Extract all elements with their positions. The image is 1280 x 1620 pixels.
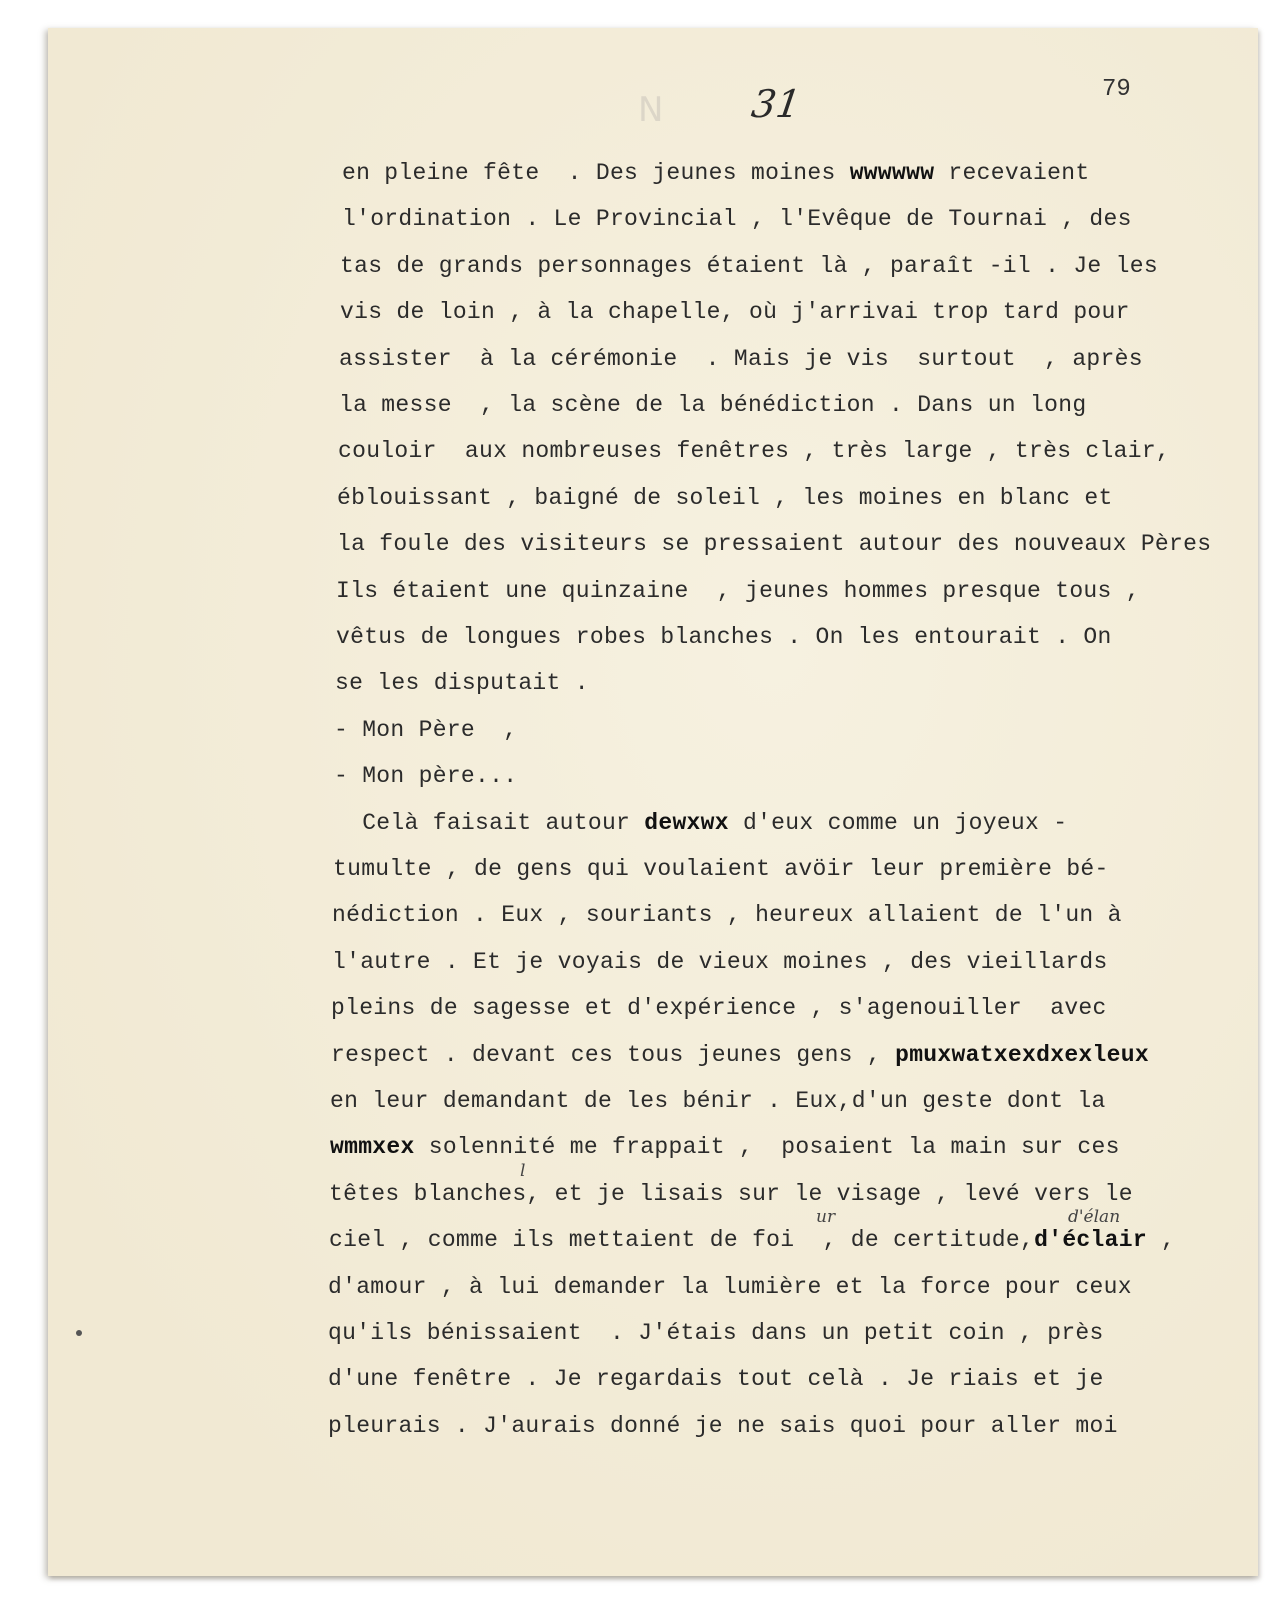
text-line <box>333 856 1109 882</box>
text-line <box>330 1088 1106 1114</box>
text-line <box>331 995 1107 1021</box>
struck-out-text: pmuxwatxexdxexleux <box>895 1041 1149 1068</box>
text-line <box>336 624 1112 650</box>
text-line <box>339 346 1143 372</box>
text-line <box>328 1320 1104 1346</box>
faint-pencil-mark: N <box>638 90 664 130</box>
text-line <box>329 1181 1133 1207</box>
text-segment: ciel , comme ils mettaient de foi , de certitude, <box>329 1227 1035 1254</box>
struck-out-text: dewxwx <box>644 809 729 836</box>
text-line <box>331 1042 1149 1068</box>
text-line <box>328 1274 1132 1300</box>
text-line <box>342 160 1089 186</box>
text-line <box>342 206 1132 232</box>
text-line <box>340 253 1158 279</box>
text-line <box>338 438 1170 464</box>
text-segment: vis de loin , à la chapelle, où j'arrivai trop tard pour <box>340 299 1130 326</box>
text-segment: , <box>1146 1227 1176 1254</box>
struck-out-text: d'éclair <box>1034 1227 1147 1254</box>
ink-spot <box>76 1330 82 1336</box>
text-segment: - Mon père... <box>334 763 518 790</box>
text-segment: - Mon Père , <box>334 716 518 743</box>
text-line <box>337 485 1113 511</box>
text-segment: tas de grands personnages étaient là , paraît -il . Je les <box>340 252 1158 279</box>
text-segment: respect . devant ces tous jeunes gens , <box>331 1041 896 1068</box>
text-line <box>330 1134 1120 1160</box>
text-segment: solennité me frappait , posaient la main sur ces <box>414 1134 1120 1161</box>
text-segment: recevaient <box>934 160 1090 186</box>
page-number: 79 <box>1102 76 1131 103</box>
text-segment: couloir aux nombreuses fenêtres , très large , très clair, <box>338 438 1171 465</box>
text-line <box>334 717 517 743</box>
text-line <box>337 531 1211 557</box>
handwritten-correction: d'élan <box>1068 1207 1121 1227</box>
text-segment: nédiction . Eux , souriants , heureux allaient de l'un à <box>332 902 1122 929</box>
text-line <box>336 578 1140 604</box>
text-segment: en pleine fête . Des jeunes moines <box>342 160 850 186</box>
text-segment: Celà faisait autour <box>334 809 645 836</box>
text-segment: la messe , la scène de la bénédiction . Dans un long <box>339 392 1087 418</box>
text-segment: éblouissant , baigné de soleil , les moines en blanc et <box>337 484 1113 511</box>
struck-out-text: wmmxex <box>330 1134 415 1161</box>
text-segment: d'amour , à lui demander la lumière et la force pour ceux <box>328 1273 1132 1300</box>
text-segment: pleurais . J'aurais donné je ne sais quoi pour aller moi <box>328 1412 1118 1439</box>
text-segment: se les disputait . <box>335 670 589 697</box>
text-line <box>340 299 1130 325</box>
text-segment: l'autre . Et je voyais de vieux moines , des vieillards <box>332 948 1108 975</box>
text-line <box>329 1227 1175 1253</box>
text-line <box>328 1413 1118 1439</box>
text-line <box>339 392 1086 418</box>
text-segment: assister à la cérémonie . Mais je vis surtout , après <box>339 345 1143 372</box>
handwritten-correction: ur <box>816 1207 836 1227</box>
text-segment: pleins de sagesse et d'expérience , s'agenouiller avec <box>331 995 1107 1022</box>
text-segment: d'une fenêtre . Je regardais tout celà . Je riais et je <box>328 1366 1104 1393</box>
text-line <box>335 670 589 696</box>
text-segment: d'eux comme un joyeux - <box>728 809 1068 836</box>
text-line <box>332 949 1108 975</box>
text-segment: vêtus de longues robes blanches . On les entourait . On <box>336 624 1112 650</box>
text-segment: Ils étaient une quinzaine , jeunes hommes presque tous , <box>336 577 1140 604</box>
handwritten-correction: l <box>520 1161 526 1181</box>
text-segment: qu'ils bénissaient . J'étais dans un petit coin , près <box>328 1320 1104 1346</box>
text-segment: têtes blanches, et je lisais sur le visage , levé vers le <box>329 1180 1133 1207</box>
text-segment: en leur demandant de les bénir . Eux,d'un geste dont la <box>330 1088 1106 1114</box>
text-line <box>328 1366 1104 1392</box>
text-segment: tumulte , de gens qui voulaient avöir leur première bé- <box>333 856 1109 882</box>
handwritten-folio-number: 31 <box>748 82 804 126</box>
text-segment: l'ordination . Le Provincial , l'Evêque de Tournai , des <box>342 206 1132 233</box>
struck-out-text: wwwwww <box>849 160 935 186</box>
text-line <box>334 763 517 789</box>
text-segment: la foule des visiteurs se pressaient autour des nouveaux Pères <box>337 531 1212 558</box>
text-line <box>332 902 1122 928</box>
text-line <box>334 810 1067 836</box>
